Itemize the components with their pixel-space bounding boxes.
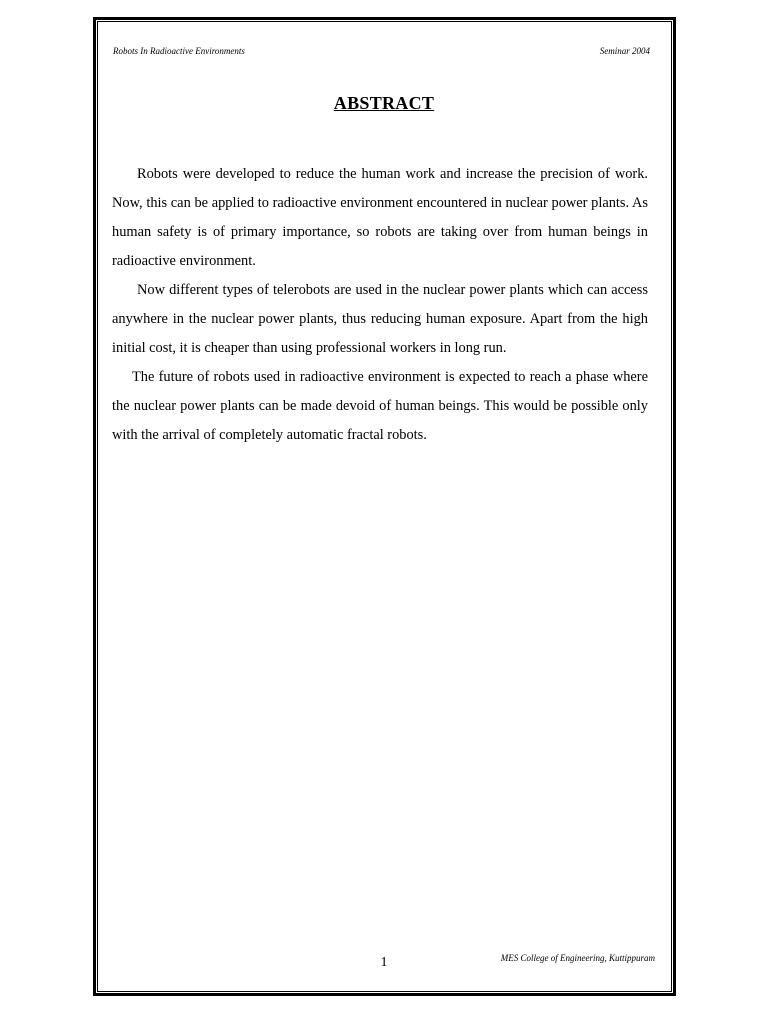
running-header-seminar: Seminar 2004 [599,46,650,56]
abstract-paragraph: Now different types of telerobots are used in the nuclear power plants which can access anywhere in the nuclear power plants, thus reducing human exposure. Apart from the high initial cost, it is cheaper than using professional workers in long run. [112,282,648,356]
page-number: 1 [380,955,388,970]
abstract-paragraph: Robots were developed to reduce the human work and increase the precision of work. Now, this can be applied to radioactive environment encountered in nuclear power plants. As human safety is of primary importance, so robots are taking over from human beings in radioactive environment. [112,166,648,269]
abstract-paragraph: The future of robots used in radioactive environment is expected to reach a phase where the nuclear power plants can be made devoid of human beings. This would be possible only with the arrival of completely automatic fractal robots. [112,369,648,443]
abstract-body [112,160,648,450]
running-footer-college: MES College of Engineering, Kuttippuram [500,953,655,963]
section-title: ABSTRACT [333,93,435,113]
running-header-title: Robots In Radioactive Environments [113,46,245,56]
